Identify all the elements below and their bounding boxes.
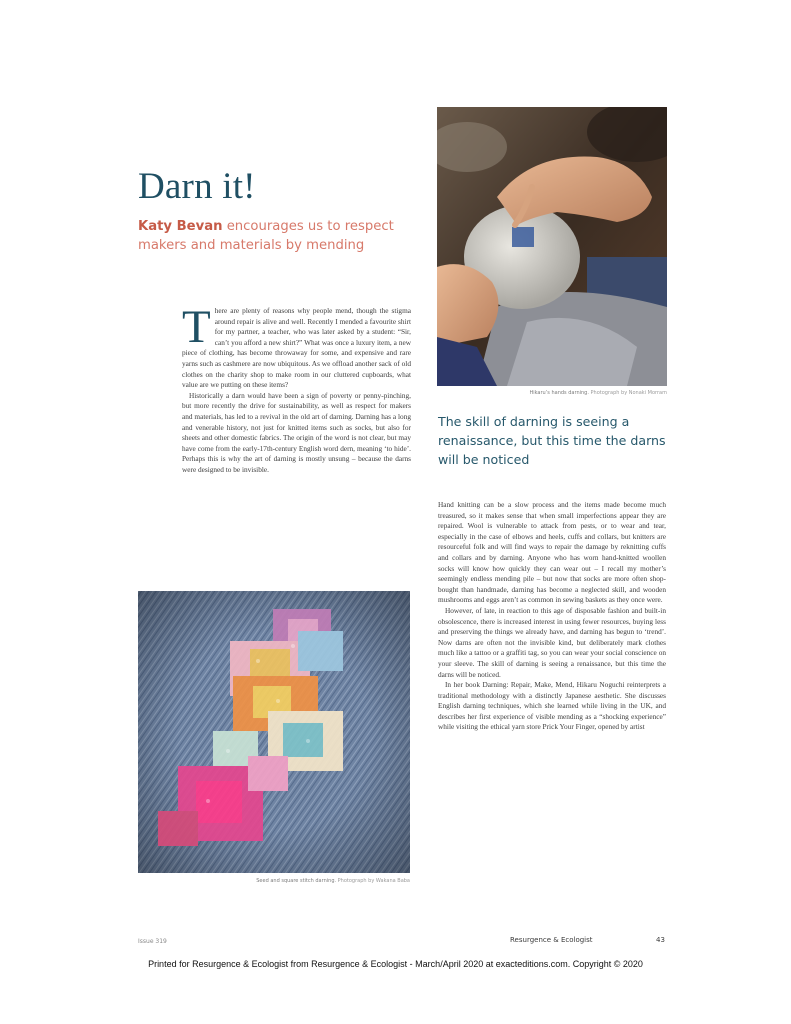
body-column-right	[438, 500, 666, 733]
body-paragraph: Hand knitting can be a slow process and the items made become much treasured, so it makes sense that when small imperfections appear they are repaired. Wool is vulnerable to attack from pests, or to wear and tear, especially in the case of elbows and heels, cuffs and collars, but knitters are resourceful folk and will find ways to repair the damage by reknitting cuffs and collars and by darning. Anyone who has worn hand-knitted woollen socks will know how quickly they can wear out – I recall my mother’s seemingly endless mending pile – but now that socks are more often shop-bought than handmade, darning has become a neglected skill, and wooden mushrooms and eggs aren’t as common in sewing baskets as they once were.	[438, 500, 666, 605]
page-number: 43	[656, 936, 665, 944]
photo-credit: Photograph by Wakana Baba	[337, 878, 410, 884]
photo-credit: Photograph by Nonaki Morram	[590, 390, 667, 396]
body-paragraph: However, of late, in reaction to this age of disposable fashion and built-in obsolescence, there is increased interest in using fewer resources, buying less and preserving the things we already have, and darning has begun to ‘trend’. Now darns are often not the invisible kind, but deliberately mark clothes much like a tattoo or a graffiti tag, so you can wear your social conscience on your sleeve. The skill of darning is seeing a renaissance, but this time the darns will be noticed.	[438, 605, 666, 679]
denim-photo-caption	[138, 878, 410, 884]
paragraph-text: here are plenty of reasons why people mend, though the stigma around repair is alive and well. Recently I mended a favourite shirt for my partner, a teacher, who was later asked by a student: “Sir, can’t you afford a new shirt?” What was once a luxury item, a new piece of clothing, has become throwaway for some, and expensive and rare yarns such as cashmere are now ubiquitous. As we offload another sack of old clothes on the charity shop to make room in our cluttered cupboards, what value are we putting on these items?	[182, 306, 411, 390]
magazine-masthead: Resurgence & Ecologist	[510, 936, 593, 944]
hands-photo-caption	[468, 390, 667, 396]
caption-text: Seed and square stitch darning.	[256, 878, 337, 884]
author-name: Katy Bevan	[138, 219, 223, 234]
body-paragraph: Historically a darn would have been a sign of poverty or penny-pinching, but more recently the drive for sustainability, as well as respect for makers and materials, has led to a revival in the old art of darning. Darning has a long and venerable history, not just for knitted items such as socks, but also for sheets and other domestic fabrics. The origin of the word is not clear, but may have come from the early-17th-century English word dern, meaning ‘to hide’. Perhaps this is why the art of darning is mostly unsung – because the darns were designed to be invisible.	[182, 390, 411, 474]
caption-text: Hikaru’s hands darning.	[529, 390, 589, 396]
standfirst-text: encourages us to respect makers and materials by mending	[138, 219, 394, 253]
hands-darning-photo	[437, 107, 667, 386]
opening-paragraph	[182, 301, 411, 391]
drop-cap: T	[182, 301, 211, 353]
pull-quote: The skill of darning is seeing a renaissance, but this time the darns will be noticed	[438, 414, 666, 467]
issue-number: Issue 319	[138, 938, 167, 945]
article-title: Darn it!	[138, 166, 256, 207]
body-paragraph: In her book Darning: Repair, Make, Mend, Hikaru Noguchi reinterprets a traditional methodology with a distinctly Japanese aesthetic. She discusses English darning techniques, which she learned while living in the UK, and describes her first experience of visible mending as a “shocking experience” while visiting the ethical yarn store Prick Your Finger, opened by artist	[438, 680, 666, 732]
standfirst	[138, 217, 408, 255]
body-column-left	[182, 301, 411, 476]
denim-darning-photo	[138, 591, 410, 873]
print-notice: Printed for Resurgence & Ecologist from Resurgence & Ecologist - March/April 2020 at exacteditions.com. Copyright © 2020	[148, 959, 643, 969]
